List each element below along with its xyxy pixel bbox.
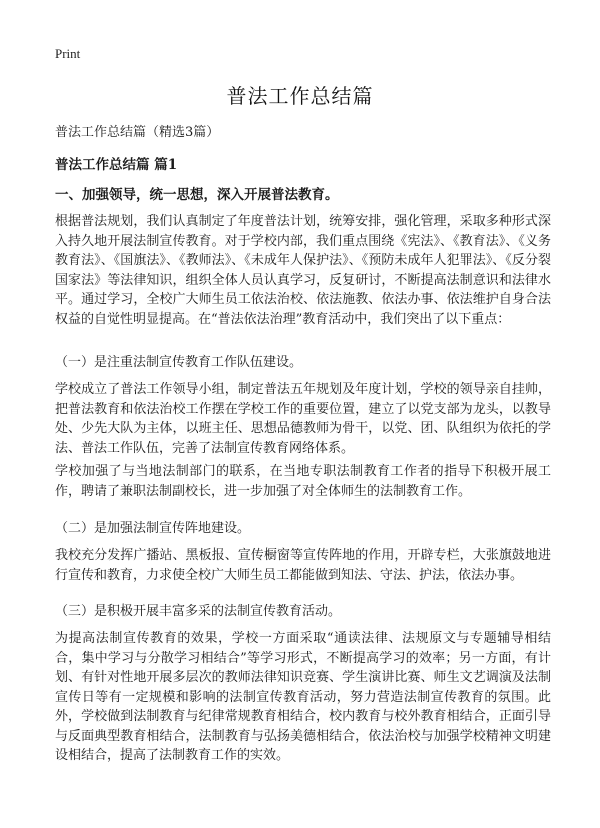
- subheading-1: （一）是注重法制宣传教育工作队伍建设。: [55, 355, 303, 370]
- document-title: 普法工作总结篇: [226, 84, 374, 108]
- section-title: 普法工作总结篇 篇1: [55, 157, 178, 173]
- paragraph-5: 为提高法制宣传教育的效果，学校一方面采取“通读法律、法规原文与专题辅导相结合，集中学习与分散学习相结合”等学习形式，不断提高学习的效率；另一方面，有计划、有针对性地开展多层次的教师法律知识竞赛、学生演讲比赛、师生文艺调演及法制宣传日等有一定规模和影响的法制宣传教育活动，努力营造法制宣传教育的氛围。此外，学校做到法制教育与纪律常规教育相结合，校内教育与校外教育相结合，正面引导与反面典型教育相结合，法制教育与弘扬美德相结合，依法治校与加强学校精神文明建设相结合，提高了法制教育工作的实效。: [55, 631, 551, 763]
- document-subtitle: 普法工作总结篇（精选3篇）: [55, 125, 220, 140]
- paragraph-1: 根据普法规划，我们认真制定了年度普法计划，统筹安排，强化管理，采取多种形式深入持久地开展法制宣传教育。对于学校内部，我们重点围绕《宪法》、《教育法》、《义务教育法》、《国旗法》、《教师法》、《未成年人保护法》、《预防未成年人犯罪法》、《反分裂国家法》等法律知识，组织全体人员认真学习，反复研讨，不断提高法制意识和法律水平。通过学习，全校广大师生员工依法治校、依法施教、依法办事、依法维护自身合法权益的自觉性明显提高。在“普法依法治理”教育活动中，我们突出了以下重点：: [55, 214, 551, 327]
- heading-1: 一、加强领导，统一思想，深入开展普法教育。: [55, 187, 339, 203]
- paragraph-2: 学校成立了普法工作领导小组，制定普法五年规划及年度计划，学校的领导亲自挂帅，把普法教育和依法治校工作摆在学校工作的重要位置，建立了以党支部为龙头，以教导处、少先大队为主体，以班主任、思想品德教师为骨干，以党、团、队组织为依托的学法、普法工作队伍，完善了法制宣传教育网络体系。: [55, 382, 551, 456]
- subheading-3: （三）是积极开展丰富多采的法制宣传教育活动。: [55, 604, 342, 619]
- subheading-2: （二）是加强法制宣传阵地建设。: [55, 521, 251, 536]
- paragraph-4: 我校充分发挥广播站、黑板报、宣传橱窗等宣传阵地的作用，开辟专栏，大张旗鼓地进行宣传和教育，力求使全校广大师生员工都能做到知法、守法、护法，依法办事。: [55, 548, 551, 583]
- paragraph-3: 学校加强了与当地法制部门的联系，在当地专职法制教育工作者的指导下积极开展工作，聘请了兼职法制副校长，进一步加强了对全体师生的法制教育工作。: [55, 464, 551, 499]
- print-label[interactable]: Print: [55, 46, 81, 61]
